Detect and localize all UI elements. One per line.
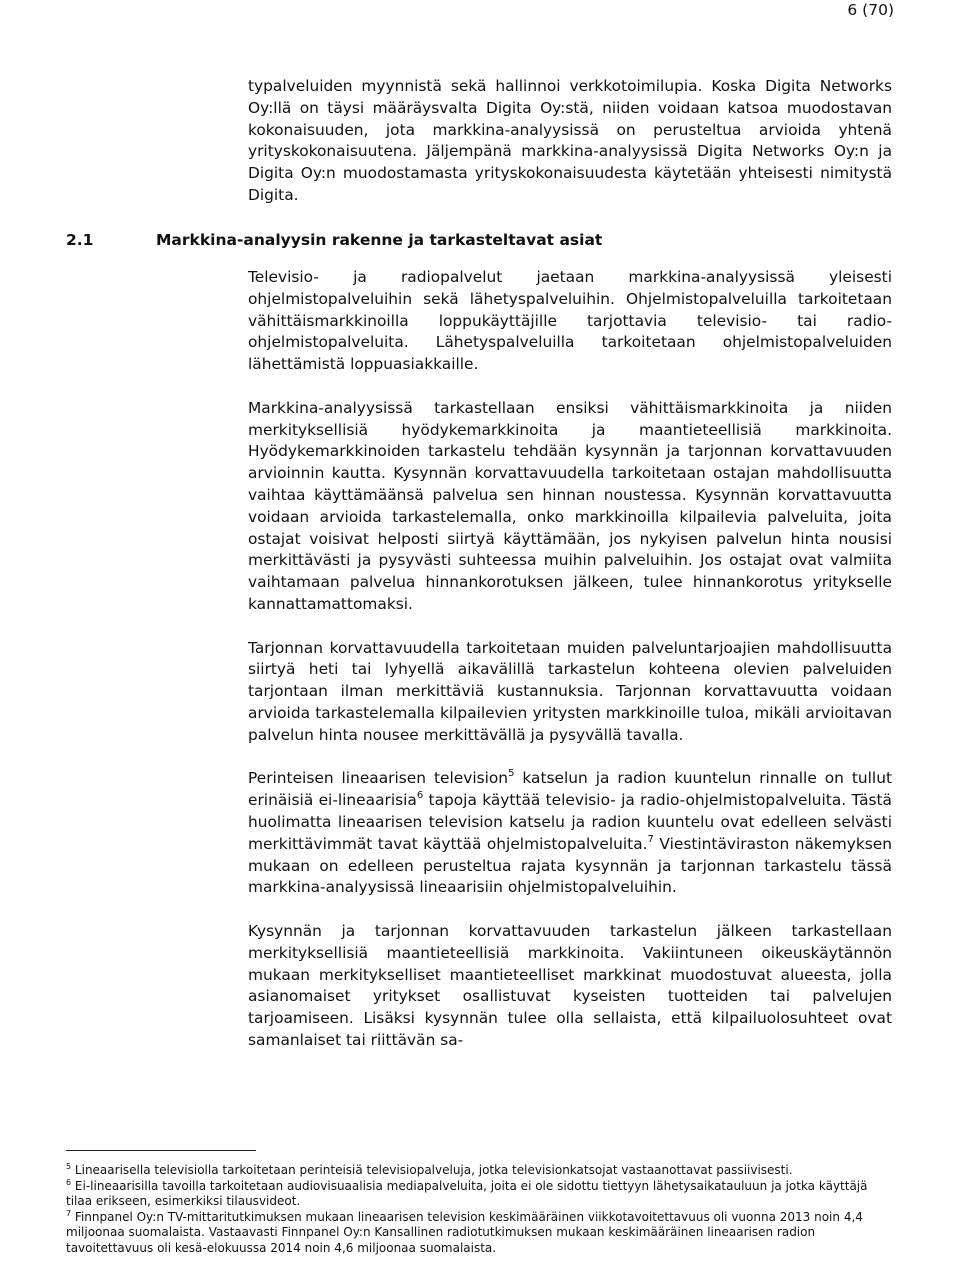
paragraph-text: katselun ja radion kuuntelun rinnalle on tullut erinäisiä ei-lineaarisia (248, 769, 892, 810)
page-number: 6 (70) (847, 1, 894, 19)
intro-paragraph-block (248, 76, 892, 207)
footnote-ref-5[interactable]: 5 (508, 768, 515, 780)
section-number: 2.1 (66, 231, 94, 249)
footnote-divider (66, 1150, 256, 1151)
footnote-number: 5 (66, 1162, 72, 1171)
footnote-ref-6[interactable]: 6 (416, 790, 424, 802)
footnote-ref-7[interactable]: 7 (647, 833, 654, 845)
footnote-number: 7 (66, 1208, 72, 1218)
paragraph (248, 768, 892, 899)
paragraph: Tarjonnan korvattavuudella tarkoitetaan muiden palveluntarjoajien mahdollisuutta siirtyä heti tai lyhyellä aikavälillä tarkastelun kohteena olevien palveluiden tarjontaan ilman merkittäviä kustannuksia. Tarjonnan korvattavuutta voidaan arvioida tarkastelemalla kilpailevien yritysten markkinoille tuloa, mikäli arvioitavan palvelun hinta nousee merkittävällä ja pysyvällä tavalla. (248, 638, 892, 744)
section-title: Markkina-analyysin rakenne ja tarkasteltavat asiat (156, 231, 603, 249)
footnote-text: Lineaarisella televisiolla tarkoitetaan perinteisiä televisiopalveluja, jotka televisionkatsojat vastaanottavat passiivisesti. (74, 1163, 793, 1177)
section-heading (66, 229, 602, 251)
footnote (66, 1179, 892, 1210)
footnote (66, 1163, 892, 1179)
paragraph-text: Viestintäviraston näkemyksen mukaan on edelleen perusteltua rajata kysynnän ja tarjonnan tarkastelu tässä markkina-analyysissä lineaarisiin ohjelmistopalveluihin. (248, 834, 892, 897)
footnote (66, 1210, 892, 1257)
paragraph-text: Perinteisen lineaarisen television (248, 769, 509, 788)
footnote-number: 6 (66, 1177, 72, 1187)
paragraph: Televisio- ja radiopalvelut jaetaan markkina-analyysissä yleisesti ohjelmistopalveluihin sekä lähetyspalveluihin. Ohjelmistopalveluilla tarkoitetaan vähittäismarkkinoilla loppukäyttäjille tarjottavia televisio- tai radio-ohjelmistopalveluita. Lähetyspalveluilla tarkoitetaan ohjelmistopalveluiden lähettämistä loppuasiakkaille. (248, 268, 892, 374)
paragraph: Kysynnän ja tarjonnan korvattavuuden tarkastelun jälkeen tarkastellaan merkityksellisiä maantieteellisiä markkinoita. Vakiintuneen oikeuskäytännön mukaan merkitykselliset maantieteelliset markkinat muodostuvat alueesta, jolla asianomaiset yritykset osallistuvat kyseisten tuotteiden tai palvelujen tarjoamiseen. Lisäksi kysynnän tulee olla sellaista, että kilpailuolosuhteet ovat samanlaiset tai riittävän sa- (248, 921, 892, 1049)
footnotes (66, 1163, 892, 1256)
section-body (248, 267, 892, 1052)
paragraph: Markkina-analyysissä tarkastellaan ensiksi vähittäismarkkinoita ja niiden merkityksellisiä hyödykemarkkinoita ja maantieteellisiä markkinoita. Hyödykemarkkinoiden tarkastelu tehdään kysynnän ja tarjonnan korvattavuuden arvioinnin kautta. Kysynnän korvattavuudella tarkoitetaan ostajan mahdollisuutta vaihtaa käyttämäänsä palvelua sen hinnan noustessa. Kysynnän korvattavuutta voidaan arvioida tarkastelemalla, onko markkinoilla kilpailevia palveluita, joita ostajat voisivat helposti siirtyä käyttämään, jos nykyisen palvelun hinta nousisi merkittävästi ja pysyvästi suhteessa muihin palveluihin. Jos ostajat ovat valmiita vaihtamaan palvelua hinnankorotuksen jälkeen, tulee hinnankorotus yritykselle kannattamattomaksi. (248, 398, 892, 613)
intro-paragraph: typalveluiden myynnistä sekä hallinnoi verkkotoimilupia. Koska Digita Networks Oy:llä on täysi määräysvalta Digita Oy:stä, niiden voidaan katsoa muodostavan kokonaisuuden, jota markkina-analyysissä on perusteltua arvioida yhtenä yrityskokonaisuutena. Jäljempänä markkina-analyysissä Digita Networks Oy:n ja Digita Oy:n muodostamasta yrityskokonaisuudesta käytetään yhteisesti nimitystä Digita. (248, 77, 892, 204)
paragraph-text: tapoja käyttää televisio- ja radio-ohjelmistopalveluita. Tästä huolimatta lineaarisen television katselu ja radion kuuntelu ovat edelleen selvästi merkittävimmät tavat käyttää ohjelmistopalveluita. (248, 791, 892, 853)
footnote-text: Finnpanel Oy:n TV-mittaritutkimuksen mukaan lineaarisen television keskimääräinen viikkotavoitettavuus oli vuonna 2013 noin 4,4 miljoonaa suomalaista. Vastaavasti Finnpanel Oy:n Kansallinen radiotutkimuksen mukaan keskimääräinen lineaarisen radion tavoitettavuus oli kesä-elokuussa 2014 noin 4,6 miljoonaa suomalaista. (66, 1209, 863, 1255)
footnote-text: Ei-lineaarisilla tavoilla tarkoitetaan audiovisuaalisia mediapalveluita, joita ei ole sidottu tiettyyn lähetysaikatauluun ja jotka käyttäjä tilaa erikseen, esimerkiksi tilausvideot. (66, 1178, 868, 1208)
